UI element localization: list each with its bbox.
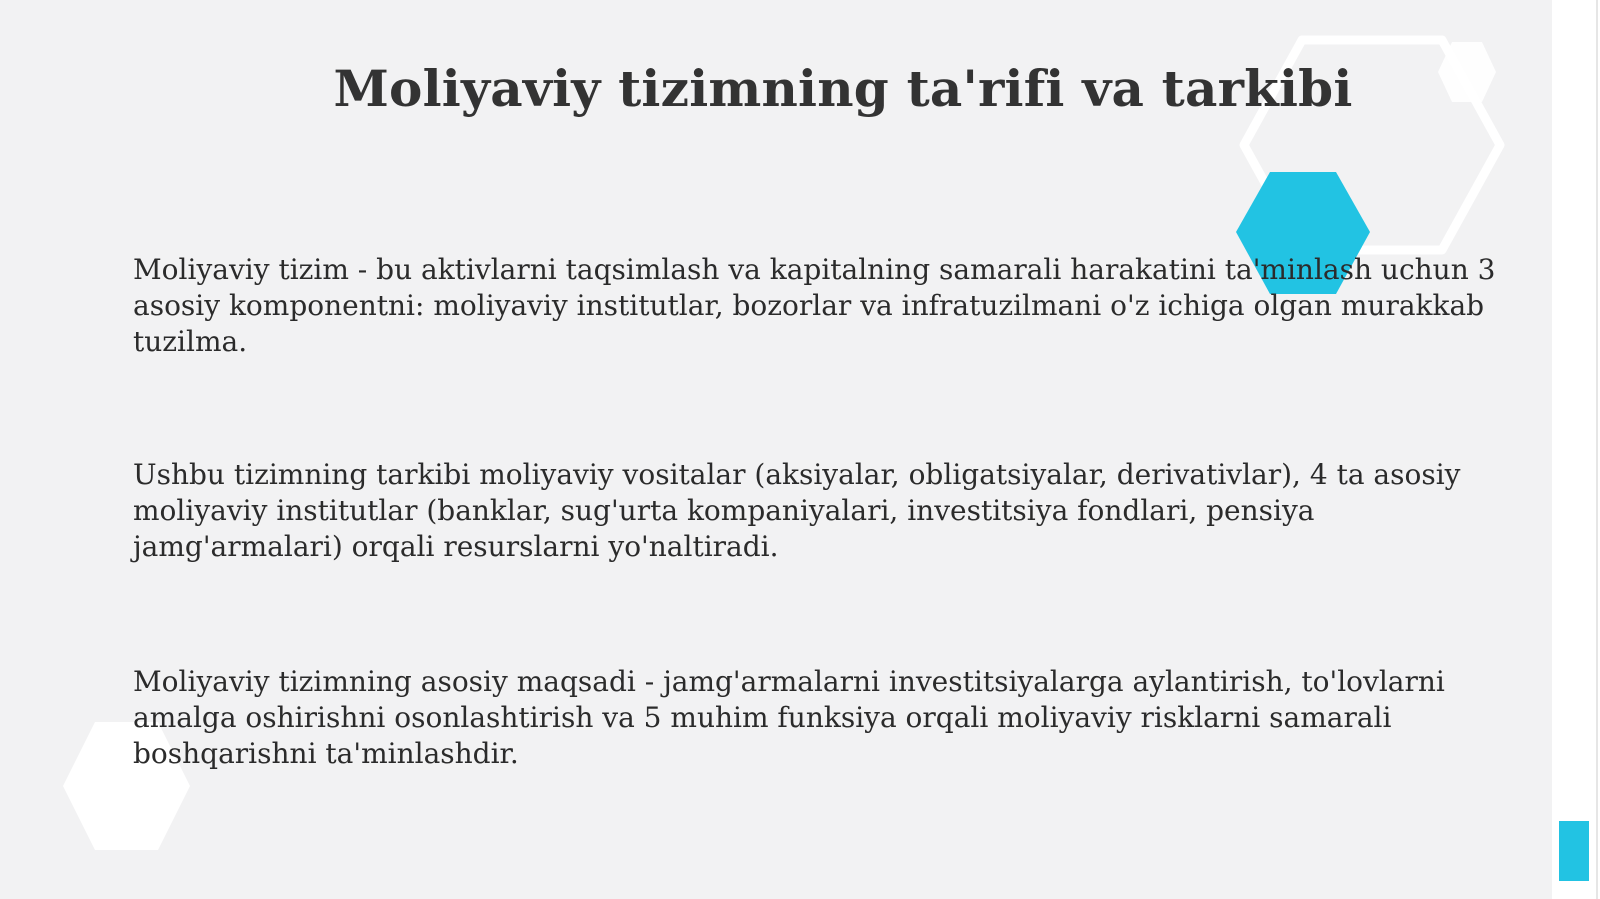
paragraph-structure: Ushbu tizimning tarkibi moliyaviy vositalar (aksiyalar, obligatsiyalar, derivativlar), 4 ta asosiy moliyaviy institutlar (banklar, sug'urta kompaniyalari, investitsiya fondlari, pensiya jamg'armalari) orqali resurslarni yo'naltiradi. [133,458,1461,563]
paragraph-purpose: Moliyaviy tizimning asosiy maqsadi - jamg'armalarni investitsiyalarga aylantirish, to'lovlarni amalga oshirishni osonlashtirish va 5 muhim funksiya orqali moliyaviy risklarni samarali boshqarishni ta'minlashdir. [133,665,1445,770]
scrollbar-track[interactable] [1552,0,1600,899]
scrollbar-thumb[interactable] [1559,821,1589,881]
paragraph-definition: Moliyaviy tizim - bu aktivlarni taqsimlash va kapitalning samarali harakatini ta'minlash uchun 3 asosiy komponentni: moliyaviy institutlar, bozorlar va infratuzilmani o'z ichiga olgan murakkab tuzilma. [133,253,1496,358]
window-edge [1596,0,1598,899]
slide-title: Moliyaviy tizimning ta'rifi va tarkibi [333,59,1353,118]
